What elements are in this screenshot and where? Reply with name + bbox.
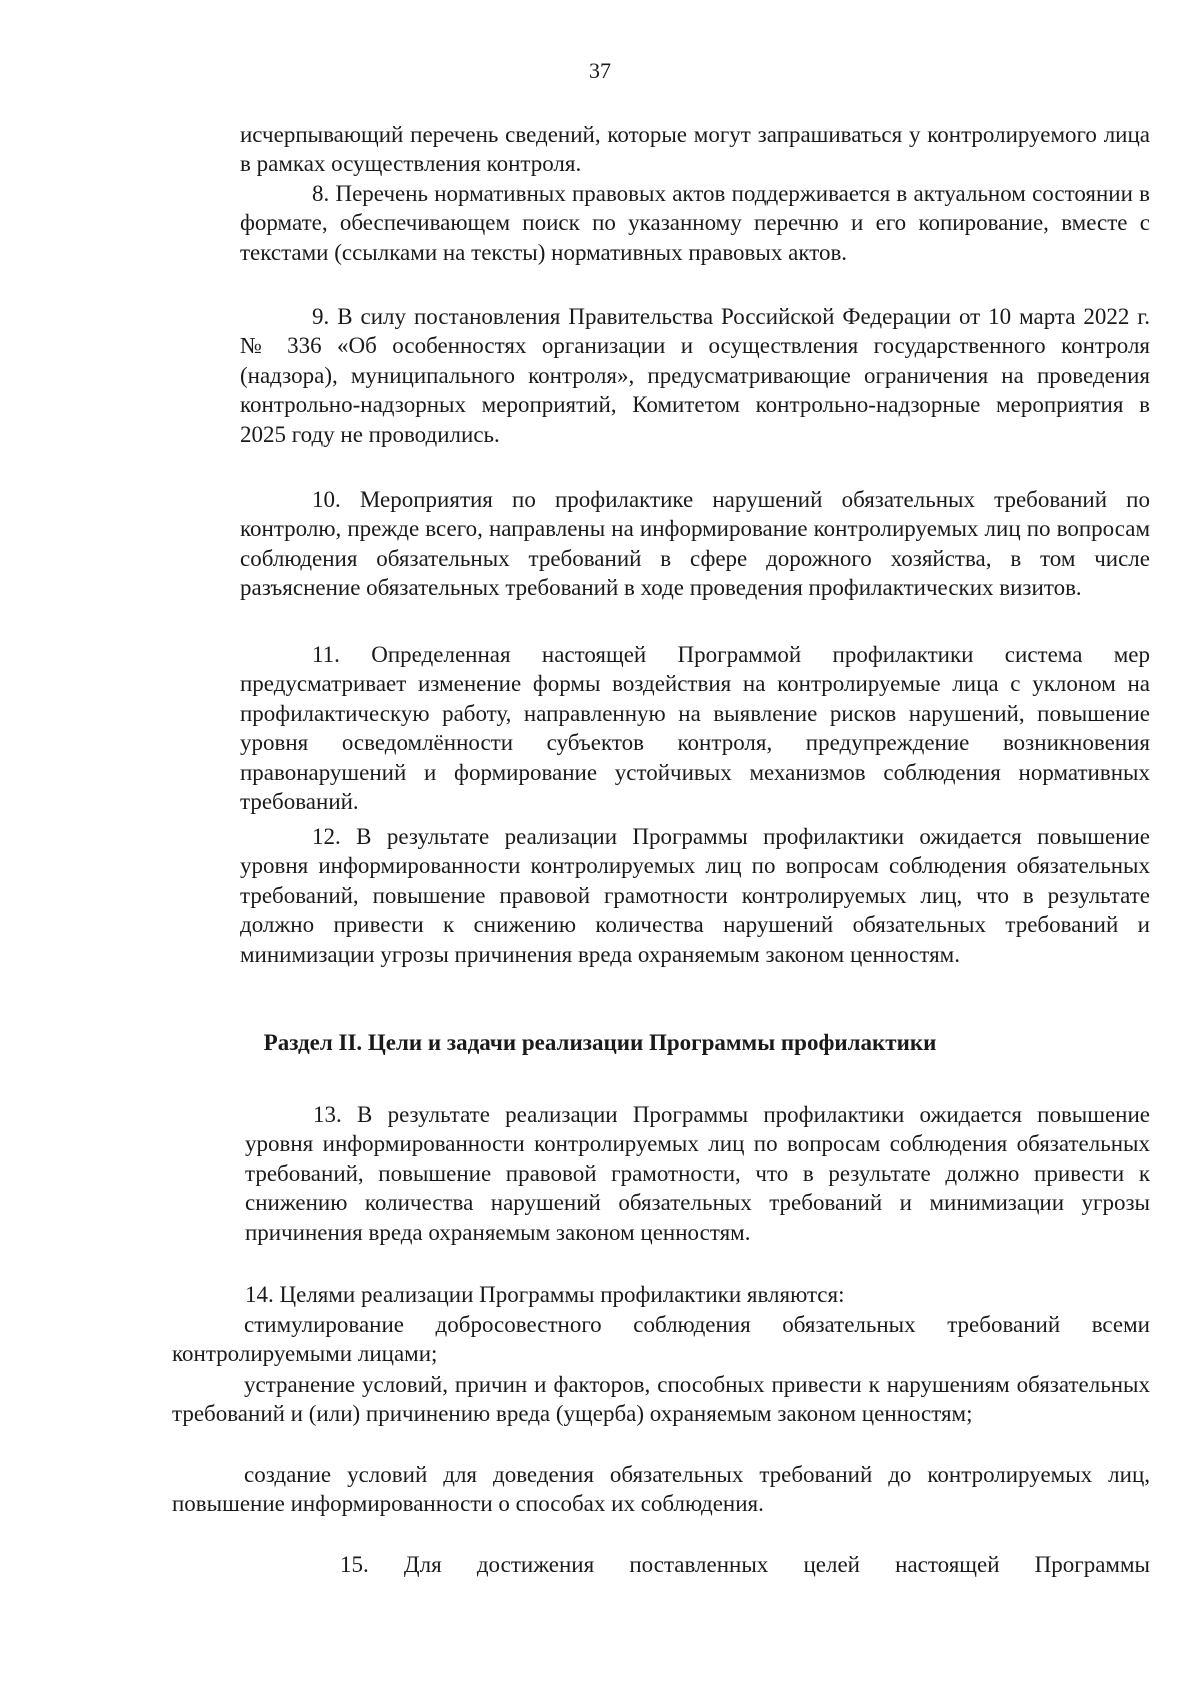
paragraph-9: 9. В силу постановления Правительства Российской Федерации от 10 марта 2022 г. № 336 «Об особенностях организации и осуществления государственного контроля (надзора), муниципального контроля», предусматривающие ограничения на проведения контрольно-надзорных мероприятий, Комитетом контрольно-надзорные мероприятия в 2025 году не проводились. <box>240 304 1150 447</box>
paragraph-continuation: исчерпывающий перечень сведений, которые могут запрашиваться у контролируемого лица в рамках осуществления контроля. <box>240 122 1150 177</box>
paragraph-8: 8. Перечень нормативных правовых актов поддерживается в актуальном состоянии в формате, обеспечивающем поиск по указанному перечню и его копирование, вместе с текстами (ссылками на тексты) нормативных правовых актов. <box>240 181 1150 265</box>
paragraph-14-item-2: устранение условий, причин и факторов, способных привести к нарушениям обязательных требований и (или) причинению вреда (ущерба) охраняемым законом ценностям; <box>172 1372 1150 1427</box>
paragraph-14-item-1: стимулирование добросовестного соблюдения обязательных требований всеми контролируемыми лицами; <box>172 1312 1150 1367</box>
paragraph-12: 12. В результате реализации Программы профилактики ожидается повышение уровня информированности контролируемых лиц по вопросам соблюдения обязательных требований, повышение правовой грамотности контролируемых лиц, что в результате должно привести к снижению количества нарушений обязательных требований и минимизации угрозы причинения вреда охраняемым законом ценностям. <box>240 824 1150 967</box>
paragraph-13: 13. В результате реализации Программы профилактики ожидается повышение уровня информированности контролируемых лиц по вопросам соблюдения обязательных требований, повышение правовой грамотности, что в результате должно привести к снижению количества нарушений обязательных требований и минимизации угрозы причинения вреда охраняемым законом ценностям. <box>245 1102 1150 1245</box>
paragraph-15: 15. Для достижения поставленных целей настоящей Программы <box>340 1552 1150 1577</box>
paragraph-14-item-3: создание условий для доведения обязательных требований до контролируемых лиц, повышение информированности о способах их соблюдения. <box>172 1462 1150 1517</box>
page-number: 37 <box>589 58 611 83</box>
paragraph-14: 14. Целями реализации Программы профилактики являются: <box>245 1282 845 1307</box>
paragraph-10: 10. Мероприятия по профилактике нарушений обязательных требований по контролю, прежде всего, направлены на информирование контролируемых лиц по вопросам соблюдения обязательных требований в сфере дорожного хозяйства, в том числе разъяснение обязательных требований в ходе проведения профилактических визитов. <box>240 487 1150 601</box>
paragraph-11: 11. Определенная настоящей Программой профилактики система мер предусматривает изменение формы воздействия на контролируемые лица с уклоном на профилактическую работу, направленную на выявление рисков нарушений, повышение уровня осведомлённости субъектов контроля, предупреждение возникновения правонарушений и формирование устойчивых механизмов соблюдения нормативных требований. <box>240 642 1150 815</box>
section-heading: Раздел II. Цели и задачи реализации Программы профилактики <box>263 1030 937 1055</box>
